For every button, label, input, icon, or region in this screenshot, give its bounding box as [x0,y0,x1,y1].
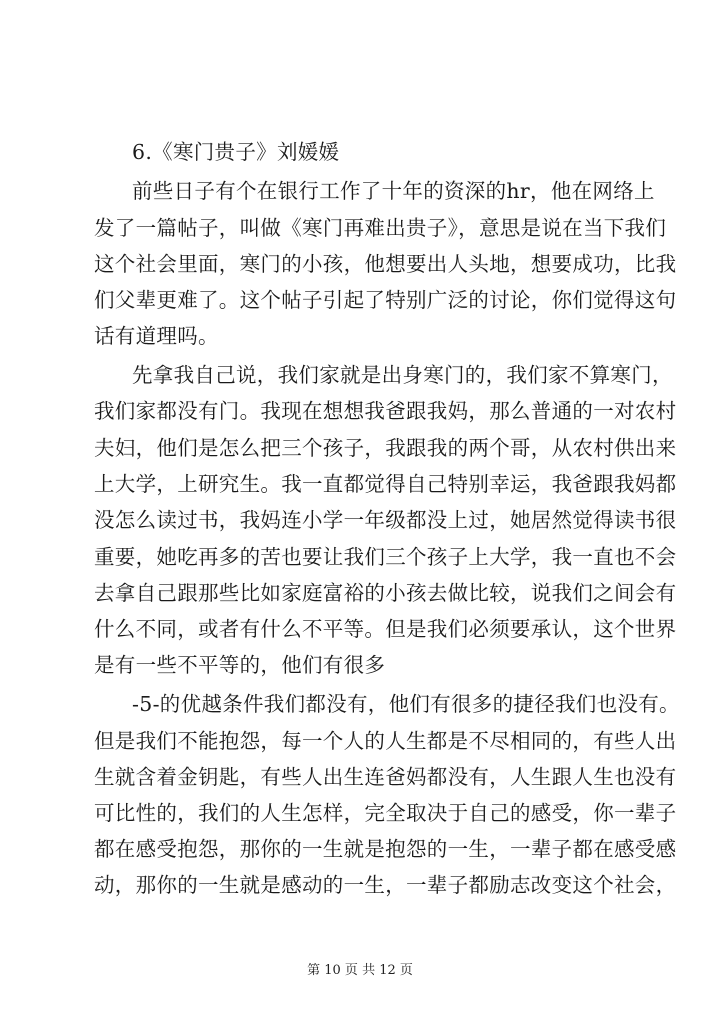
paragraph-line: 先拿我自己说，我们家就是出身寒门的，我们家不算寒门， [132,363,673,387]
paragraph-line: 没怎么读过书，我妈连小学一年级都没上过，她居然觉得读书很 [94,508,677,532]
paragraph-line: 可比性的，我们的人生怎样，完全取决于自己的感受，你一辈子 [94,801,677,825]
paragraph-line: 上大学，上研究生。我一直都觉得自己特别幸运，我爸跟我妈都 [94,472,677,496]
paragraph-line: 发了一篇帖子，叫做《寒门再难出贵子》，意思是说在当下我们 [94,216,667,240]
page-number-footer: 第 10 页 共 12 页 [307,963,413,978]
section-heading: 6.《寒门贵子》刘媛媛 [132,140,340,164]
paragraph-line: 动，那你的一生就是感动的一生，一辈子都励志改变这个社会， [94,873,677,897]
paragraph-line: 我们家都没有门。我现在想想我爸跟我妈，那么普通的一对农村 [94,399,677,423]
paragraph-line: 是有一些不平等的，他们有很多 [94,653,386,677]
paragraph-line: -5-的优越条件我们都没有，他们有很多的捷径我们也没有。 [132,692,680,716]
paragraph-line: 什么不同，或者有什么不平等。但是我们必须要承认，这个世界 [94,617,677,641]
paragraph-line: 但是我们不能抱怨，每一个人的人生都是不尽相同的，有些人出 [94,729,677,753]
paragraph-line: 们父辈更难了。这个帖子引起了特别广泛的讨论，你们觉得这句 [94,288,677,312]
paragraph-line: 话有道理吗。 [94,324,219,348]
paragraph-line: 夫妇，他们是怎么把三个孩子，我跟我的两个哥，从农村供出来 [94,436,677,460]
paragraph-line: 都在感受抱怨，那你的一生就是抱怨的一生，一辈子都在感受感 [94,837,677,861]
paragraph-line: 去拿自己跟那些比如家庭富裕的小孩去做比较，说我们之间会有 [94,581,677,605]
paragraph-line: 生就含着金钥匙，有些人出生连爸妈都没有，人生跟人生也没有 [94,765,677,789]
paragraph-line: 这个社会里面，寒门的小孩，他想要出人头地，想要成功，比我 [94,252,677,276]
paragraph-line: 前些日子有个在银行工作了十年的资深的hr，他在网络上 [132,179,655,203]
paragraph-line: 重要，她吃再多的苦也要让我们三个孩子上大学，我一直也不会 [94,545,677,569]
